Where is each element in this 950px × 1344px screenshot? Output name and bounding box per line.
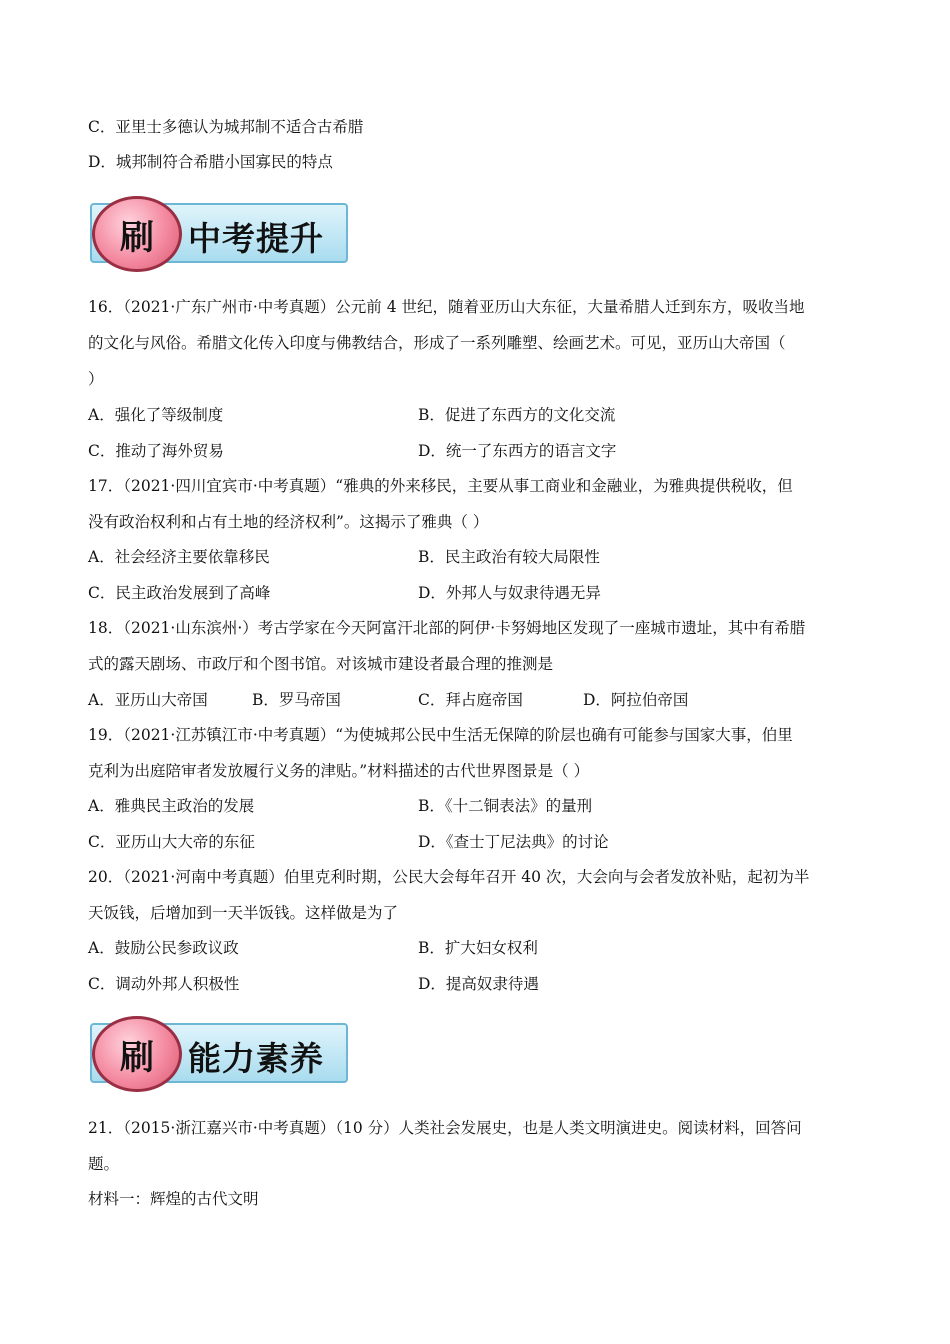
q21-material-heading: 材料一：辉煌的古代文明	[88, 1190, 259, 1208]
q18-stem-line1: 18．（2021·山东滨州·）考古学家在今天阿富汗北部的阿伊·卡努姆地区发现了一座城市遗址，其中有希腊	[88, 619, 806, 637]
q19-stem-line2: 克利为出庭陪审者发放履行义务的津贴。”材料描述的古代世界图景是（ ）	[88, 762, 590, 780]
q18-stem-line2: 式的露天剧场、市政厅和个图书馆。对该城市建设者最合理的推测是	[88, 655, 554, 673]
q16-option-b: B．促进了东西方的文化交流	[418, 406, 616, 424]
q18-option-b: B．罗马帝国	[252, 691, 341, 709]
q17-stem-line1: 17．（2021·四川宜宾市·中考真题）“雅典的外来移民，主要从事工商业和金融业，为雅典提供税收，但	[88, 477, 793, 495]
q20-option-d: D．提高奴隶待遇	[418, 975, 539, 993]
q17-option-d: D．外邦人与奴隶待遇无异	[418, 584, 601, 602]
q17-option-c: C．民主政治发展到了高峰	[88, 584, 271, 602]
section-banner-ability	[90, 1016, 350, 1084]
q20-option-c: C．调动外邦人积极性	[88, 975, 240, 993]
q16-stem-line1: 16．（2021·广东广州市·中考真题）公元前 4 世纪，随着亚历山大东征，大量希腊人迁到东方，吸收当地	[88, 298, 805, 316]
q16-stem-line3: ）	[88, 370, 104, 388]
banner-title: 中考提升	[188, 219, 324, 258]
q19-option-c: C．亚历山大大帝的东征	[88, 833, 255, 851]
prev-option-d: D．城邦制符合希腊小国寡民的特点	[88, 153, 333, 171]
q21-stem-line1: 21．（2015·浙江嘉兴市·中考真题）（10 分）人类社会发展史，也是人类文明演进史。阅读材料，回答问	[88, 1119, 802, 1137]
banner-title: 能力素养	[188, 1039, 324, 1078]
q16-option-d: D．统一了东西方的语言文字	[418, 442, 617, 460]
banner-badge: 刷	[92, 1016, 182, 1092]
banner-badge: 刷	[92, 196, 182, 272]
q19-option-b: B．《十二铜表法》的量刑	[418, 797, 593, 815]
q16-option-a: A．强化了等级制度	[88, 406, 224, 424]
q16-stem-line2: 的文化与风俗。希腊文化传入印度与佛教结合，形成了一系列雕塑、绘画艺术。可见，亚历山大帝国（	[88, 334, 786, 352]
q21-stem-line2: 题。	[88, 1155, 120, 1173]
q17-option-b: B．民主政治有较大局限性	[418, 548, 600, 566]
q18-option-d: D．阿拉伯帝国	[583, 691, 689, 709]
q18-option-c: C．拜占庭帝国	[418, 691, 523, 709]
q20-option-b: B．扩大妇女权利	[418, 939, 538, 957]
q19-option-a: A．雅典民主政治的发展	[88, 797, 255, 815]
q16-option-c: C．推动了海外贸易	[88, 442, 224, 460]
prev-option-c: C．亚里士多德认为城邦制不适合古希腊	[88, 118, 364, 136]
q20-stem-line2: 天饭钱，后增加到一天半饭钱。这样做是为了	[88, 904, 399, 922]
q19-option-d: D．《查士丁尼法典》的讨论	[418, 833, 609, 851]
section-banner-exam-improvement	[90, 196, 350, 264]
q17-option-a: A．社会经济主要依靠移民	[88, 548, 270, 566]
q20-option-a: A．鼓励公民参政议政	[88, 939, 239, 957]
q19-stem-line1: 19．（2021·江苏镇江市·中考真题）“为使城邦公民中生活无保障的阶层也确有可能参与国家大事，伯里	[88, 726, 793, 744]
q20-stem-line1: 20．（2021·河南中考真题）伯里克利时期，公民大会每年召开 40 次，大会向与会者发放补贴，起初为半	[88, 868, 810, 886]
q18-option-a: A．亚历山大帝国	[88, 691, 208, 709]
q17-stem-line2: 没有政治权利和占有土地的经济权利”。这揭示了雅典（ ）	[88, 513, 489, 531]
